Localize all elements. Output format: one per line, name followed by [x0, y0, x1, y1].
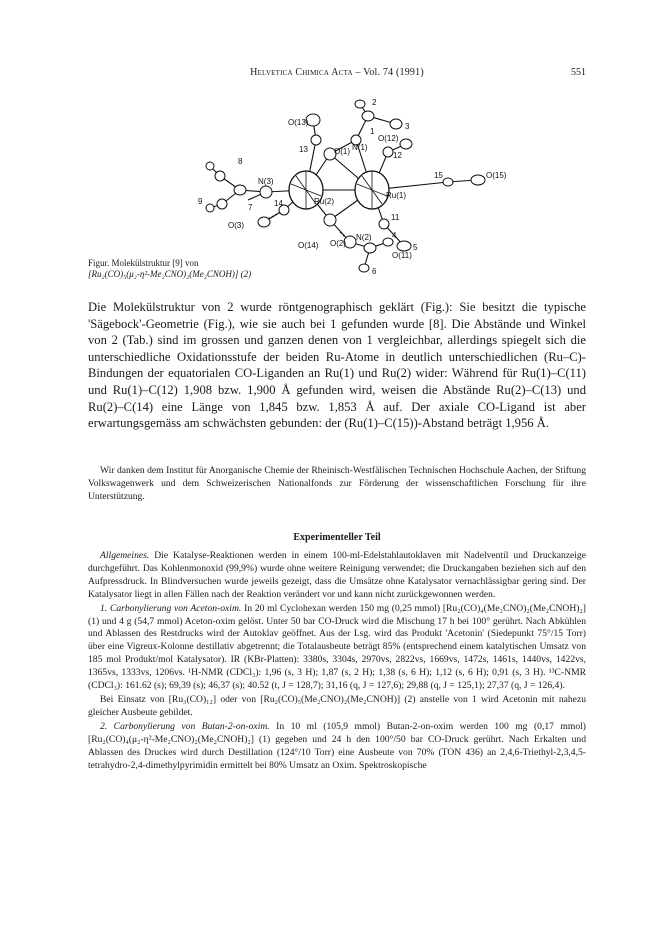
molecular-structure-figure	[88, 92, 586, 277]
figure-caption-line-2: [Ru₂(CO)₅(μ₂-η²-Me₂CNO)₂(Me₂CNOH)] (2)	[88, 269, 252, 279]
header-separator: –	[352, 67, 364, 78]
label-o1: O(1)	[334, 147, 350, 156]
acknowledgement: Wir danken dem Institut für Anorganische Chemie der Rheinisch-Westfälischen Technischen Hochschule Aachen, der Stiftung Volkswagenwerk und dem Schweizerischen Nationalfonds zur Förderung der wissenschaftlichen Forschung für ihre Unterstützung.	[88, 465, 586, 502]
label-o2: O(2)	[330, 239, 346, 248]
label-c8: 8	[238, 157, 243, 166]
page-number: 551	[571, 67, 586, 78]
experimental-section	[88, 550, 586, 772]
running-header	[88, 67, 586, 81]
label-o3: O(3)	[228, 221, 244, 230]
figure-caption-line-1: Figur. Molekülstruktur [9] von	[88, 258, 199, 268]
label-ru2: Ru(2)	[314, 197, 335, 206]
label-c7: 7	[248, 203, 253, 212]
label-o13: O(13)	[288, 118, 309, 127]
ortep-drawing	[88, 92, 586, 277]
label-n3: N(3)	[258, 177, 274, 186]
general-heading: Allgemeines.	[100, 550, 150, 561]
label-c12: 12	[393, 151, 402, 160]
general-text: Die Katalyse-Reaktionen werden in einem 100-ml-Edelstahlautoklaven mit Nadelventil und Druckanzeige durchgeführt. Das Kohlenmonoxid (99,9%) wurde ohne weitere Reinigung verwendet; die Druckangaben beziehen sich auf den Aufpressdruck. In Blindversuchen wurde jeweils gezeigt, dass die Umsätze ohne Katalysator vernachlässigbar gering sind. Der Katalysator liegt in allen Fällen nach der Reaktion verändert vor und kann nicht zurückgewonnen werden.	[88, 550, 586, 600]
label-o11: O(11)	[392, 251, 412, 260]
label-c6: 6	[372, 267, 377, 276]
label-c13: 13	[299, 145, 308, 154]
procedure-1-heading: 1. Carbonylierung von Aceton-oxim.	[100, 602, 242, 614]
label-c4: 4	[392, 231, 397, 240]
journal-name: Helvetica Chimica Acta	[250, 67, 353, 78]
figure-caption	[88, 258, 318, 280]
label-n1: N(1)	[352, 143, 368, 152]
label-n2: N(2)	[356, 233, 372, 242]
label-o12: O(12)	[378, 134, 399, 143]
procedure-2-text: In 10 ml (105,9 mmol) Butan-2-on-oxim werden 100 mg (0,17 mmol) [Ru₂(CO)₄(μ₂-η²-Me₂CNO)₂(Me₂CNOH)₂] (1) gegeben und 24 h den 100°/50 bar CO-Druck gerührt. Nach Erkalten und Ablassen des Druckes wird durch Destillation (124°/10 Torr) eine Ausbeute von 70% (TON 436) an 2,4,6-Triethyl-2,3,4,5-tetrahydro-2,4-dimethylpyrimidin ermittelt bei 80% Umsatz an Oxim. Spektroskopische	[88, 720, 586, 771]
label-o15: O(15)	[486, 171, 507, 180]
label-o14: O(14)	[298, 241, 319, 250]
journal-volume: Vol. 74 (1991)	[363, 67, 424, 78]
label-c11: 11	[391, 213, 400, 222]
label-c15: 15	[434, 171, 443, 180]
label-c1: 1	[370, 127, 375, 136]
label-c9: 9	[198, 197, 203, 206]
running-header-title	[88, 67, 586, 78]
procedure-1b-paragraph: Bei Einsatz von [Ru₃(CO)₁₂] oder von [Ru₂(CO)₅(Me₂CNO)₂(Me₂CNOH)] (2) anstelle von 1 wird Acetonin mit nahezu gleicher Ausbeute gebildet.	[88, 693, 586, 718]
label-ru1: Ru(1)	[386, 191, 407, 200]
label-c3: 3	[405, 122, 410, 131]
label-c2: 2	[372, 98, 377, 107]
section-title: Experimenteller Teil	[293, 532, 381, 543]
main-paragraph: Die Molekülstruktur von 2 wurde röntgenographisch geklärt (Fig.): Sie besitzt die typische 'Sägebock'-Geometrie (Fig.), wie sie auch bei 1 gefunden wurde [8]. Die Abstände und Winkel von 2 (Tab.) sind im grossen und ganzen denen von 1 vergleichbar, allerdings spiegelt sich die unterschiedliche Oxidationsstufe der beiden Ru-Atome in deutlich unterschiedlichen (Ru–C)-Bindungen der equatorialen CO-Liganden an Ru(1) und Ru(2) wider: Während für Ru(1)–C(11) und Ru(1)–C(12) 1,908 bzw. 1,900 Å gefunden wird, weisen die Abstände Ru(2)–C(13) und Ru(2)–C(14) eine Länge von 1,845 bzw. 1,853 Å auf. Der axiale CO-Ligand ist aber erwartungsgemäss am schwächsten gebunden: der (Ru(1)–C(15))-Abstand beträgt 1,956 Å.	[88, 300, 586, 431]
procedure-1-text: In 20 ml Cyclohexan werden 150 mg (0,25 mmol) [Ru₂(CO)₄(Me₂CNO)₂(Me₂CNOH)₂] (1) und 4 g (54,7 mmol) Aceton-oxim gelöst. Unter 50 bar CO-Druck wird die Mischung 17 h bei 100° gerührt. Nach Abkühlen und Ablassen des Restdrucks wird der Autoklav geöffnet. Aus der Lsg. wird das Produkt 'Acetonin' (Siedepunkt 75°/15 Torr) über eine Vigreux-Kolonne destillativ abgetrennt; die Totalausbeute beträgt 85% (entsprechend einem katalytischen Umsatz von 185 mol Produkt/mol Katalysator). IR (KBr-Platten): 3380s, 3304s, 2970vs, 2822vs, 1669vs, 1472s, 1461s, 1440vs, 1422vs, 1365vs, 1333vs, 1206vs. ¹H-NMR (CDCl₃): 1,96 (s, 3 H); 1,87 (s, 2 H); 1,38 (s, 6 H); 1,12 (s, 6 H); 0,91 (s, 3 H). ¹³C-NMR (CDCl₃): 161.62 (s); 69,39 (s); 46,37 (s); 40.52 (t, J = 128,7); 31,16 (q, J = 127,6); 29,88 (q, J = 125,1); 27,37 (q, J = 126,4).	[88, 602, 586, 692]
general-paragraph	[88, 550, 586, 602]
label-c14: 14	[274, 199, 283, 208]
procedure-2-paragraph	[88, 721, 586, 773]
label-c5: 5	[413, 243, 418, 252]
procedure-2-heading: 2. Carbonylierung von Butan-2-on-oxim.	[100, 720, 270, 732]
procedure-1-paragraph	[88, 603, 586, 693]
